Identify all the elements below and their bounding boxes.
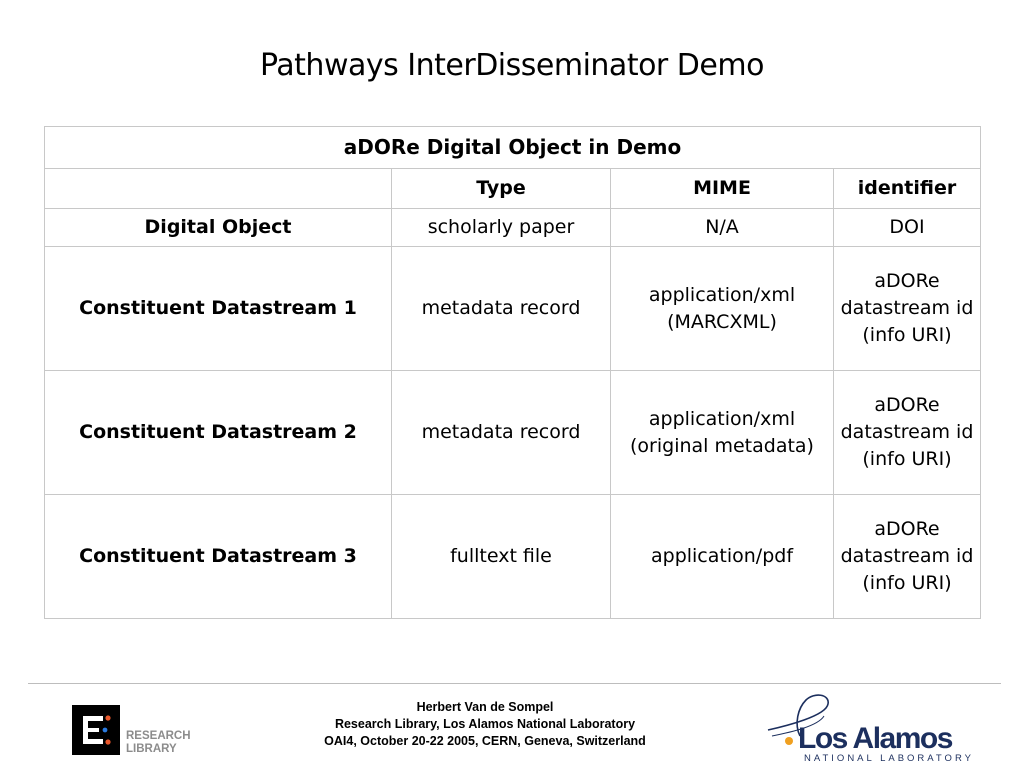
mime-cell: application/xml (MARCXML) bbox=[611, 247, 834, 371]
column-header-mime: MIME bbox=[611, 169, 834, 209]
type-cell: fulltext file bbox=[392, 495, 611, 619]
los-alamos-wordmark: Los Alamos bbox=[798, 722, 952, 755]
national-laboratory-subtitle: NATIONAL LABORATORY bbox=[804, 753, 974, 764]
type-cell: metadata record bbox=[392, 371, 611, 495]
column-header-empty bbox=[45, 169, 392, 209]
footer-divider bbox=[28, 683, 1001, 684]
table-caption-row bbox=[45, 127, 981, 169]
research-library-wordmark: RESEARCH LIBRARY bbox=[126, 730, 191, 755]
presenter-affiliation: Research Library, Los Alamos National Laboratory bbox=[334, 717, 636, 731]
mime-cell: application/xml (original metadata) bbox=[611, 371, 834, 495]
presenter-name: Herbert Van de Sompel bbox=[416, 700, 554, 714]
los-alamos-logo bbox=[766, 686, 972, 766]
table-row bbox=[45, 495, 981, 619]
identifier-cell: aDORe datastream id (info URI) bbox=[834, 247, 981, 371]
row-label: Digital Object bbox=[45, 209, 392, 247]
identifier-cell: aDORe datastream id (info URI) bbox=[834, 371, 981, 495]
event-info: OAI4, October 20-22 2005, CERN, Geneva, Switzerland bbox=[324, 734, 646, 748]
row-label: Constituent Datastream 3 bbox=[45, 495, 392, 619]
digital-object-table bbox=[44, 126, 981, 619]
identifier-cell: aDORe datastream id (info URI) bbox=[834, 495, 981, 619]
column-header-type: Type bbox=[392, 169, 611, 209]
type-cell: scholarly paper bbox=[392, 209, 611, 247]
presenter-credit bbox=[272, 699, 698, 750]
table-row bbox=[45, 209, 981, 247]
research-library-e-logo-icon bbox=[72, 705, 120, 755]
research-library-logo bbox=[72, 705, 202, 757]
table-row bbox=[45, 371, 981, 495]
row-label: Constituent Datastream 1 bbox=[45, 247, 392, 371]
table-row bbox=[45, 247, 981, 371]
column-header-identifier: identifier bbox=[834, 169, 981, 209]
type-cell: metadata record bbox=[392, 247, 611, 371]
mime-cell: application/pdf bbox=[611, 495, 834, 619]
table-header-row bbox=[45, 169, 981, 209]
identifier-cell: DOI bbox=[834, 209, 981, 247]
mime-cell: N/A bbox=[611, 209, 834, 247]
table-caption: aDORe Digital Object in Demo bbox=[45, 127, 981, 169]
row-label: Constituent Datastream 2 bbox=[45, 371, 392, 495]
slide-title: Pathways InterDisseminator Demo bbox=[260, 48, 764, 83]
